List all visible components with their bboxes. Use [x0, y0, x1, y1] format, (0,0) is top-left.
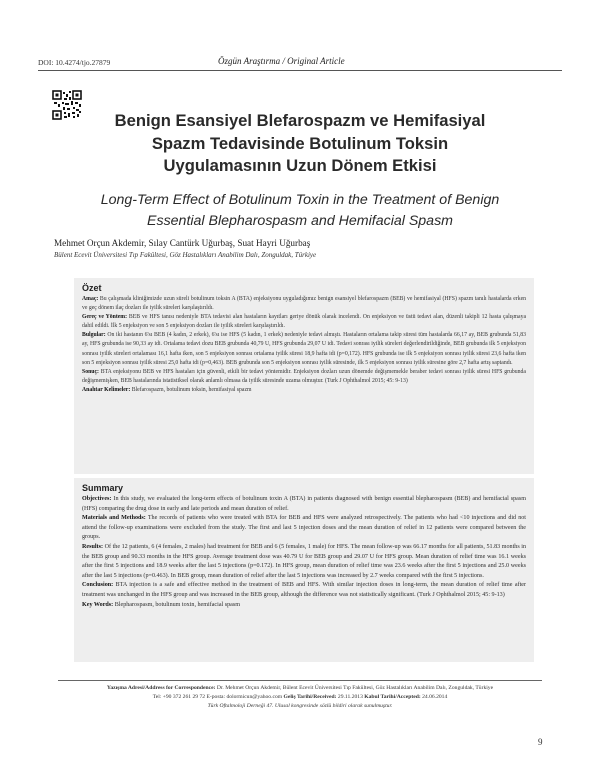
english-title-line-2: Essential Blepharospasm and Hemifacial Spasm [147, 213, 453, 229]
key-words-label: Key Words: [82, 601, 114, 608]
received-label: Geliş Tarihi/Received: [283, 694, 337, 700]
objectives-label: Objectives: [82, 496, 112, 502]
amac-label: Amaç: [82, 296, 99, 302]
gerec-label: Gereç ve Yöntem: [82, 314, 127, 321]
materials-label: Materials and Methods: [82, 515, 146, 522]
turkish-title-line-2: Spazm Tedavisinde Botulinum Toksin [151, 133, 449, 153]
turkish-title [60, 110, 540, 178]
anahtar-kelimeler-text: Blefarospazm, botulinum toksin, hemifasiyal spazm [130, 386, 252, 393]
summary-materials [74, 514, 534, 543]
received-date: 29.11.2013 [336, 694, 365, 700]
results-label: Results: [82, 543, 103, 550]
english-title [60, 190, 540, 232]
ozet-gerec [74, 313, 534, 331]
bulgular-label: Bulgular: [82, 332, 106, 339]
summary-keywords [74, 601, 534, 611]
turkish-title-line-3: Uygulamasının Uzun Dönem Etkisi [163, 156, 437, 175]
summary-conclusion [74, 581, 534, 600]
bulgular-text: On iki hastanın 6'sı BEB (4 kadın, 2 erkek), 6'sı ise HFS (5 kadın, 1 erkek) nedeniyle tedavi almıştı. Hastaların ortalama takip süresi tüm hastalarda 66,17 ay, BEB grubunda 51,83 ay, HFS grubunda ise 90,33 ay idi. Ortalama tedavi dozu BEB grubunda 40,79 U, HFS grubunda 29,07 U idi. Tedavi sonrası iyilik süreleri değerlendirildiğinde, BEB grubunda ilk 5 enjeksiyon sonrası iyilik süreleri ortalaması 16,1 hafta iken, son 5 enjeksiyon sonrası ortalama iyilik süresi 18,9 hafta idi (p=0,172). HFS grubunda ise ilk 5 enjeksiyon sonrası iyilik süresi 23,6 hafta iken son 5 enjeksiyon sonrası iyilik süresi 25,0 hafta idi (p=0,463). BEB grubunda son 5 enjeksiyon sonrası iyilik süresinde, ilk 5 enjeksiyon sonrası iyilik süresine göre 2,7 hafta artış saptandı. [82, 332, 526, 366]
sonuc-label: Sonuç: [82, 368, 99, 375]
key-words-text: Blepharospasm, botulinum toxin, hemifacial spasm [113, 601, 240, 608]
accepted-label: Kabul Tarihi/Accepted: [364, 694, 421, 700]
ozet-sonuc [74, 368, 534, 386]
header-divider [38, 70, 562, 71]
correspondence-address [58, 685, 542, 691]
ozet-keywords [74, 386, 534, 395]
sonuc-text: BTA enjeksiyonu BEB ve HFS hastaları için güvenli, etkili bir tedavi yöntemidir. Enjeksiyon dozları uzun dönemde değişmemekle beraber tedavi sonrası iyilik süresi HFS grubunda değişmemişken, BEB hastalarında istatistiksel olarak anlamlı olmasa da iyilik süresinde uzama olmuştur. (Turk J Ophthalmol 2015; 45: 9-13) [82, 368, 526, 384]
ozet-bulgular [74, 331, 534, 367]
summary-objectives [74, 495, 534, 514]
english-title-line-1: Long-Term Effect of Botulinum Toxin in the Treatment of Benign [100, 192, 500, 208]
ozet-heading: Özet [82, 283, 102, 293]
gerec-text: BEB ve HFS tanısı nedeniyle BTA tedavisi alan hastaların kayıtları geriye dönük olarak incelendi. On enjeksiyon ve üstü tedavi alan, düzenli takipli 12 hasta çalışmaya dahil edildi. İlk 5 enjeksiyon ve son 5 enjeksiyon dozları ile iyilik süreleri karşılaştırıldı. [82, 314, 526, 330]
turkish-abstract-box [74, 278, 534, 474]
article-type: Özgün Araştırma / Original Article [218, 56, 345, 66]
english-abstract-box [74, 478, 534, 662]
materials-text: The records of patients who were treated with BTA for BEB and HFS were analyzed retrospectively. The patients who had <10 injections and did not attend the follow-up examinations were excluded from the study. The first and last 5 injection doses and the mean duration of relief in 12 patients were compared between the groups. [82, 515, 526, 541]
address-text: Dr. Mehmet Orçun Akdemir, Bülent Ecevit Üniversitesi Tıp Fakültesi, Göz Hastalıkları Anabilim Dalı, Zonguldak, Türkiye [215, 685, 494, 691]
authors: Mehmet Orçun Akdemir, Sılay Cantürk Uğurbaş, Suat Hayri Uğurbaş [54, 238, 311, 248]
affiliation: Bülent Ecevit Üniversitesi Tıp Fakültesi, Göz Hastalıkları Anabilim Dalı, Zonguldak, Türkiye [54, 251, 317, 259]
anahtar-kelimeler-label: Anahtar Kelimeler: [82, 386, 131, 393]
conclusion-label: Conclusion: [82, 582, 114, 589]
footer-divider [58, 680, 542, 681]
doi: DOI: 10.4274/tjo.27879 [38, 58, 111, 67]
amac-text: Bu çalışmada kliniğimizde uzun süreli botulinum toksin A (BTA) enjeksiyonu uyguladığımız benign esansiyel blefarospazm (BEB) ve hemifasiyal (HFS) spazm tanılı hastalarda erken ve geç dönem ilaç dozları ile iyilik süreleri karşılaştırıldı. [82, 296, 526, 312]
address-label: Yazışma Adresi/Address for Correspondence: [106, 685, 216, 691]
results-text: Of the 12 patients, 6 (4 females, 2 males) had treatment for BEB and 6 (5 females, 1 male) for HFS. The mean follow-up was 66.17 months for all patients, 51.83 months in the BEB group and 90.33 months in the HFS group. Average treatment dose was 40.79 U for BEB group and 29.07 U for HFS group. Mean duration of relief time was 16.1 weeks after the first 5 injections and 18.9 weeks after the last 5 injections (p=0.172). In HFS group, mean duration of relief time was 23.6 weeks after the first 5 injections and 25.0 weeks after the last 5 injections (p=0.463). In BEB group, mean duration of relief after the last 5 injections was increased by 2.7 weeks compared with the first 5 injections. [82, 543, 526, 579]
turkish-title-line-1: Benign Esansiyel Blefarospazm ve Hemifasiyal [114, 111, 486, 130]
contact-and-dates [58, 694, 542, 700]
summary-results [74, 543, 534, 581]
page-number: 9 [538, 737, 543, 747]
contact-text: Tel: +90 372 261 29 72 E-posta: dolormicun@yahoo.com [152, 694, 284, 700]
ozet-amac [74, 295, 534, 313]
objectives-text: In this study, we evaluated the long-term effects of botulinum toxin A (BTA) in patients diagnosed with benign essential blepharospasm (BEB) and hemifacial spasm (HFS) comparing the drug dose in early and late periods and mean duration of relief. [82, 496, 526, 512]
accepted-date: 24.06.2014 [420, 694, 448, 700]
summary-heading: Summary [82, 483, 124, 493]
conclusion-text: BTA injection is a safe and effective method in the treatment of BEB and HFS. With similar injection doses in long-term, the mean duration of relief time after treatment was unchanged in the HFS group and was increased in the BEB group, although the difference was not statistically significant. (Turk J Ophthalmol 2015; 45: 9-13) [82, 582, 526, 598]
society-note: Türk Oftalmoloji Derneği 47. Ulusal kongresinde sözlü bildiri olarak sunulmuştur. [207, 703, 393, 709]
